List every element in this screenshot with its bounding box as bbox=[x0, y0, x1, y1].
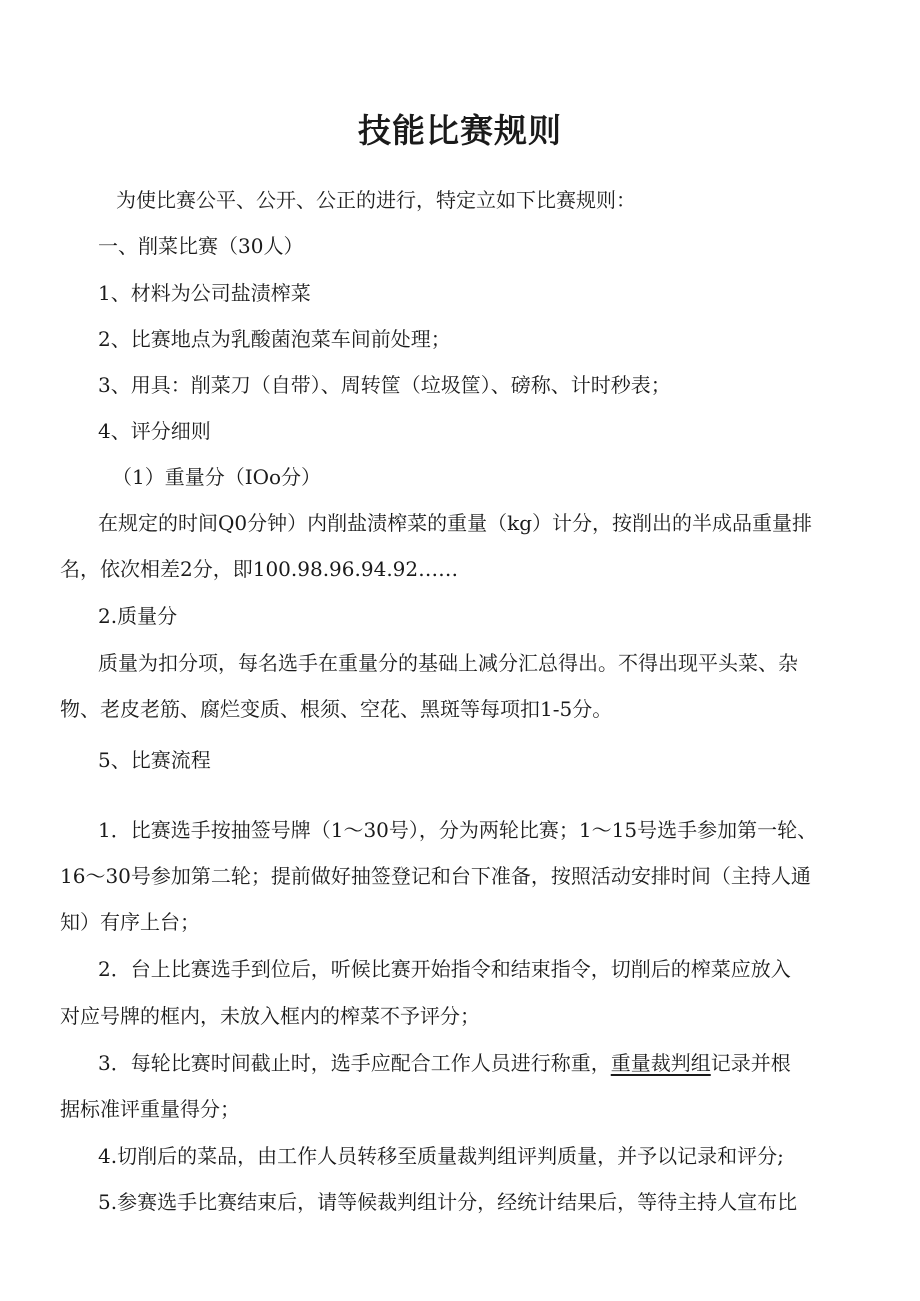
quality-paragraph-line1: 质量为扣分项，每名选手在重量分的基础上减分汇总得出。不得出现平头菜、杂 bbox=[98, 651, 798, 675]
flow-step-1-line2: 16～30号参加第二轮；提前做好抽签登记和台下准备，按照活动安排时间（主持人通 bbox=[60, 864, 811, 888]
list-item-5: 5、比赛流程 bbox=[98, 748, 211, 772]
flow-step-3-line1 bbox=[98, 1048, 898, 1078]
list-item-1: 1、材料为公司盐渍榨菜 bbox=[98, 281, 311, 305]
flow-step-2-line2: 对应号牌的框内，未放入框内的榨菜不予评分； bbox=[60, 1004, 480, 1028]
intro-paragraph: 为使比赛公平、公开、公正的进行，特定立如下比赛规则： bbox=[116, 188, 636, 212]
weight-paragraph-line1-text: 在规定的时间Q0分钟）内削盐渍榨菜的重量（kg）计分，按削出的半成品重量排 bbox=[98, 511, 813, 535]
quality-score-heading: 2.质量分 bbox=[98, 604, 178, 628]
list-item-4: 4、评分细则 bbox=[98, 419, 211, 443]
flow-step-2-line1: 2．台上比赛选手到位后，听候比赛开始指令和结束指令，切削后的榨菜应放入 bbox=[98, 957, 791, 981]
flow-step-3-line2: 据标准评重量得分； bbox=[60, 1097, 240, 1121]
weight-paragraph-line1 bbox=[98, 508, 860, 538]
list-item-2: 2、比赛地点为乳酸菌泡菜车间前处理； bbox=[98, 327, 451, 351]
quality-paragraph-line2: 物、老皮老筋、腐烂变质、根须、空花、黑斑等每项扣1-5分。 bbox=[60, 697, 613, 721]
flow-step-5-line1: 5.参赛选手比赛结束后，请等候裁判组计分，经统计结果后，等待主持人宣布比 bbox=[98, 1190, 798, 1214]
weight-judge-group-link: 重量裁判组 bbox=[610, 1051, 711, 1075]
list-item-3: 3、用具：削菜刀（自带）、周转筐（垃圾筐）、磅称、计时秒表； bbox=[98, 373, 671, 397]
weight-score-heading: （1）重量分（IOo分） bbox=[112, 465, 322, 489]
page-title: 技能比赛规则 bbox=[358, 111, 562, 150]
weight-paragraph-line2: 名，依次相差2分，即100.98.96.94.92…… bbox=[60, 557, 459, 581]
flow-step-1-line3: 知）有序上台； bbox=[60, 910, 200, 934]
flow-step-4: 4.切削后的菜品，由工作人员转移至质量裁判组评判质量，并予以记录和评分; bbox=[98, 1144, 784, 1168]
flow-step-3-text-b: 记录并根 bbox=[710, 1051, 791, 1075]
flow-step-1-line1: 1．比赛选手按抽签号牌（1～30号），分为两轮比赛；1～15号选手参加第一轮、 bbox=[98, 818, 818, 842]
flow-step-3-text-a: 3．每轮比赛时间截止时，选手应配合工作人员进行称重， bbox=[98, 1051, 611, 1075]
section-heading-1: 一、削菜比赛（30人） bbox=[98, 234, 304, 258]
